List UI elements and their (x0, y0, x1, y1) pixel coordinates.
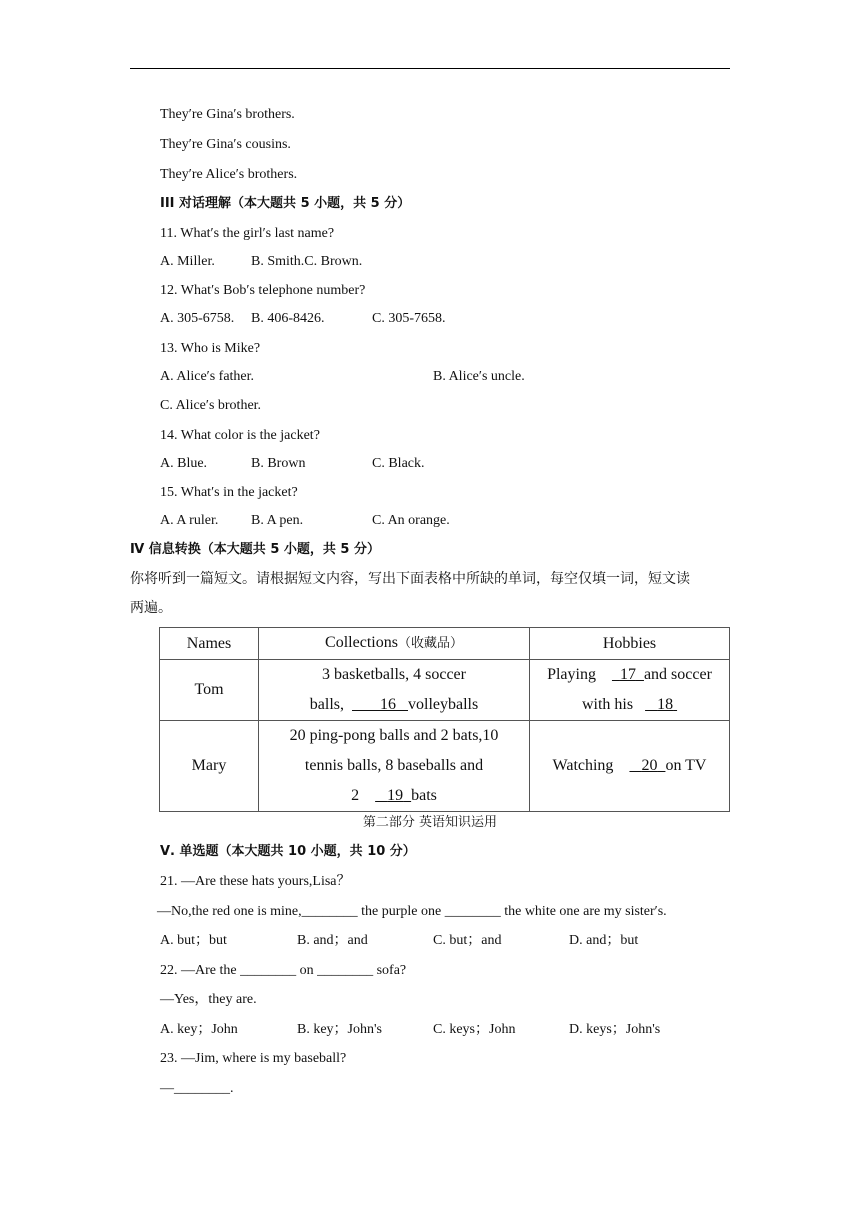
q12-option-a: A. 305-6758. (160, 311, 235, 326)
q12-option-b: B. 406-8426. (251, 311, 325, 326)
q11-stem: 11. What′s the girl′s last name? (160, 226, 335, 241)
q22-option-a: A. key；John (160, 1022, 238, 1037)
q15-stem: 15. What′s in the jacket? (160, 485, 298, 500)
tom-coll-volleyballs: volleyballs (408, 696, 479, 713)
tom-coll-text: balls, (309, 696, 344, 713)
q15-option-b: B. A pen. (251, 513, 304, 528)
mary-hob-tv: on TV (665, 757, 707, 774)
header-names: Names (160, 628, 259, 660)
blank-20-number: 20 (641, 757, 658, 774)
q21-sentence: —No,the red one is mine,________ the purple one ________ the white one are my sister′s. (157, 904, 667, 919)
q22-option-d: D. keys；John's (569, 1022, 661, 1037)
q15-option-c: C. An orange. (372, 513, 450, 528)
tom-hob-soccer: and soccer (643, 666, 712, 683)
blank-18-number: 18 (657, 696, 674, 713)
q15-option-a: A. A ruler. (160, 513, 219, 528)
blank-19-number: 19 (387, 787, 404, 804)
info-table (159, 627, 730, 812)
mary-hob-watching: Watching (552, 757, 614, 774)
q14-option-a: A. Blue. (160, 456, 208, 471)
blank-18 (645, 696, 677, 713)
tom-collections-line1: 3 basketballs, 4 soccer (322, 666, 466, 683)
blank-19 (375, 787, 411, 804)
tom-collections-line2 (265, 690, 523, 720)
blank-17-number: 17 (619, 666, 636, 683)
q11-option-b: B. Smith.C. Brown. (251, 254, 363, 269)
q13-option-a: A. Alice′s father. (160, 369, 255, 384)
q13-option-c: C. Alice′s brother. (160, 398, 262, 413)
q14-option-c: C. Black. (372, 456, 425, 471)
q14-option-b: B. Brown (251, 456, 306, 471)
table-row (160, 660, 730, 721)
mary-coll-bats: bats (411, 787, 437, 804)
header-hobbies: Hobbies (530, 628, 730, 660)
mary-coll-two: 2 (351, 787, 360, 804)
tom-hobbies-line2 (536, 690, 723, 720)
mary-collections-line1: 20 ping-pong balls and 2 bats,10 (289, 727, 499, 744)
option-c: They′re Alice′s brothers. (160, 167, 298, 182)
tom-hob-playing: Playing (547, 666, 596, 683)
q22-option-b: B. key；John's (297, 1022, 382, 1037)
q12-option-c: C. 305-7658. (372, 311, 446, 326)
header-collections-cn: （收藏品） (397, 636, 463, 651)
section-4-instruction: 你将听到一篇短文。请根据短文内容，写出下面表格中所缺的单词，每空仅填一词，短文读 (130, 571, 690, 587)
section-5-title: Ⅴ. 单选题（本大题共 10 小题，共 10 分） (160, 844, 416, 859)
option-a: They′re Gina′s brothers. (160, 107, 295, 122)
table-row (160, 721, 730, 812)
blank-17 (612, 666, 644, 683)
mary-hobbies (530, 721, 730, 812)
q21-option-c: C. but；and (433, 933, 502, 948)
header-collections (259, 628, 530, 660)
tom-hobbies-line1 (536, 660, 723, 690)
section-4-title: Ⅳ 信息转换（本大题共 5 小题，共 5 分） (130, 542, 381, 557)
part-2-title: 第二部分 英语知识运用 (362, 815, 498, 830)
q21-stem: 21. —Are these hats yours,Lisa？ (160, 874, 351, 889)
q22-stem: 22. —Are the ________ on ________ sofa? (160, 963, 407, 978)
tom-hob-with: with his (581, 696, 634, 713)
q13-option-b: B. Alice′s uncle. (433, 369, 525, 384)
mary-collections-line2: tennis balls, 8 baseballs and (304, 757, 484, 774)
header-rule (130, 68, 730, 69)
q12-stem: 12. What′s Bob′s telephone number? (160, 283, 366, 298)
table-header-row (160, 628, 730, 660)
blank-20 (629, 757, 665, 774)
blank-16 (352, 696, 408, 713)
q13-stem: 13. Who is Mike? (160, 341, 261, 356)
q11-option-a: A. Miller. (160, 254, 215, 269)
option-b: They′re Gina′s cousins. (160, 137, 291, 152)
q21-option-b: B. and；and (297, 933, 368, 948)
q21-option-a: A. but；but (160, 933, 227, 948)
section-3-title: ⅠⅠⅠ 对话理解（本大题共 5 小题，共 5 分） (160, 196, 411, 211)
mary-collections (259, 721, 530, 812)
q14-stem: 14. What color is the jacket? (160, 428, 320, 443)
q22-answer: —Yes，they are. (160, 992, 257, 1007)
q23-stem: 23. —Jim, where is my baseball? (160, 1051, 347, 1066)
blank-16-number: 16 (380, 696, 396, 713)
mary-name: Mary (160, 721, 259, 812)
tom-hobbies (530, 660, 730, 721)
q21-option-d: D. and；but (569, 933, 639, 948)
tom-collections (259, 660, 530, 721)
header-collections-en: Collections (325, 634, 398, 651)
q23-answer: —________. (160, 1081, 234, 1096)
section-4-instruction-cont: 两遍。 (130, 600, 172, 616)
tom-name: Tom (160, 660, 259, 721)
mary-collections-line3 (265, 781, 523, 811)
q22-option-c: C. keys；John (433, 1022, 516, 1037)
